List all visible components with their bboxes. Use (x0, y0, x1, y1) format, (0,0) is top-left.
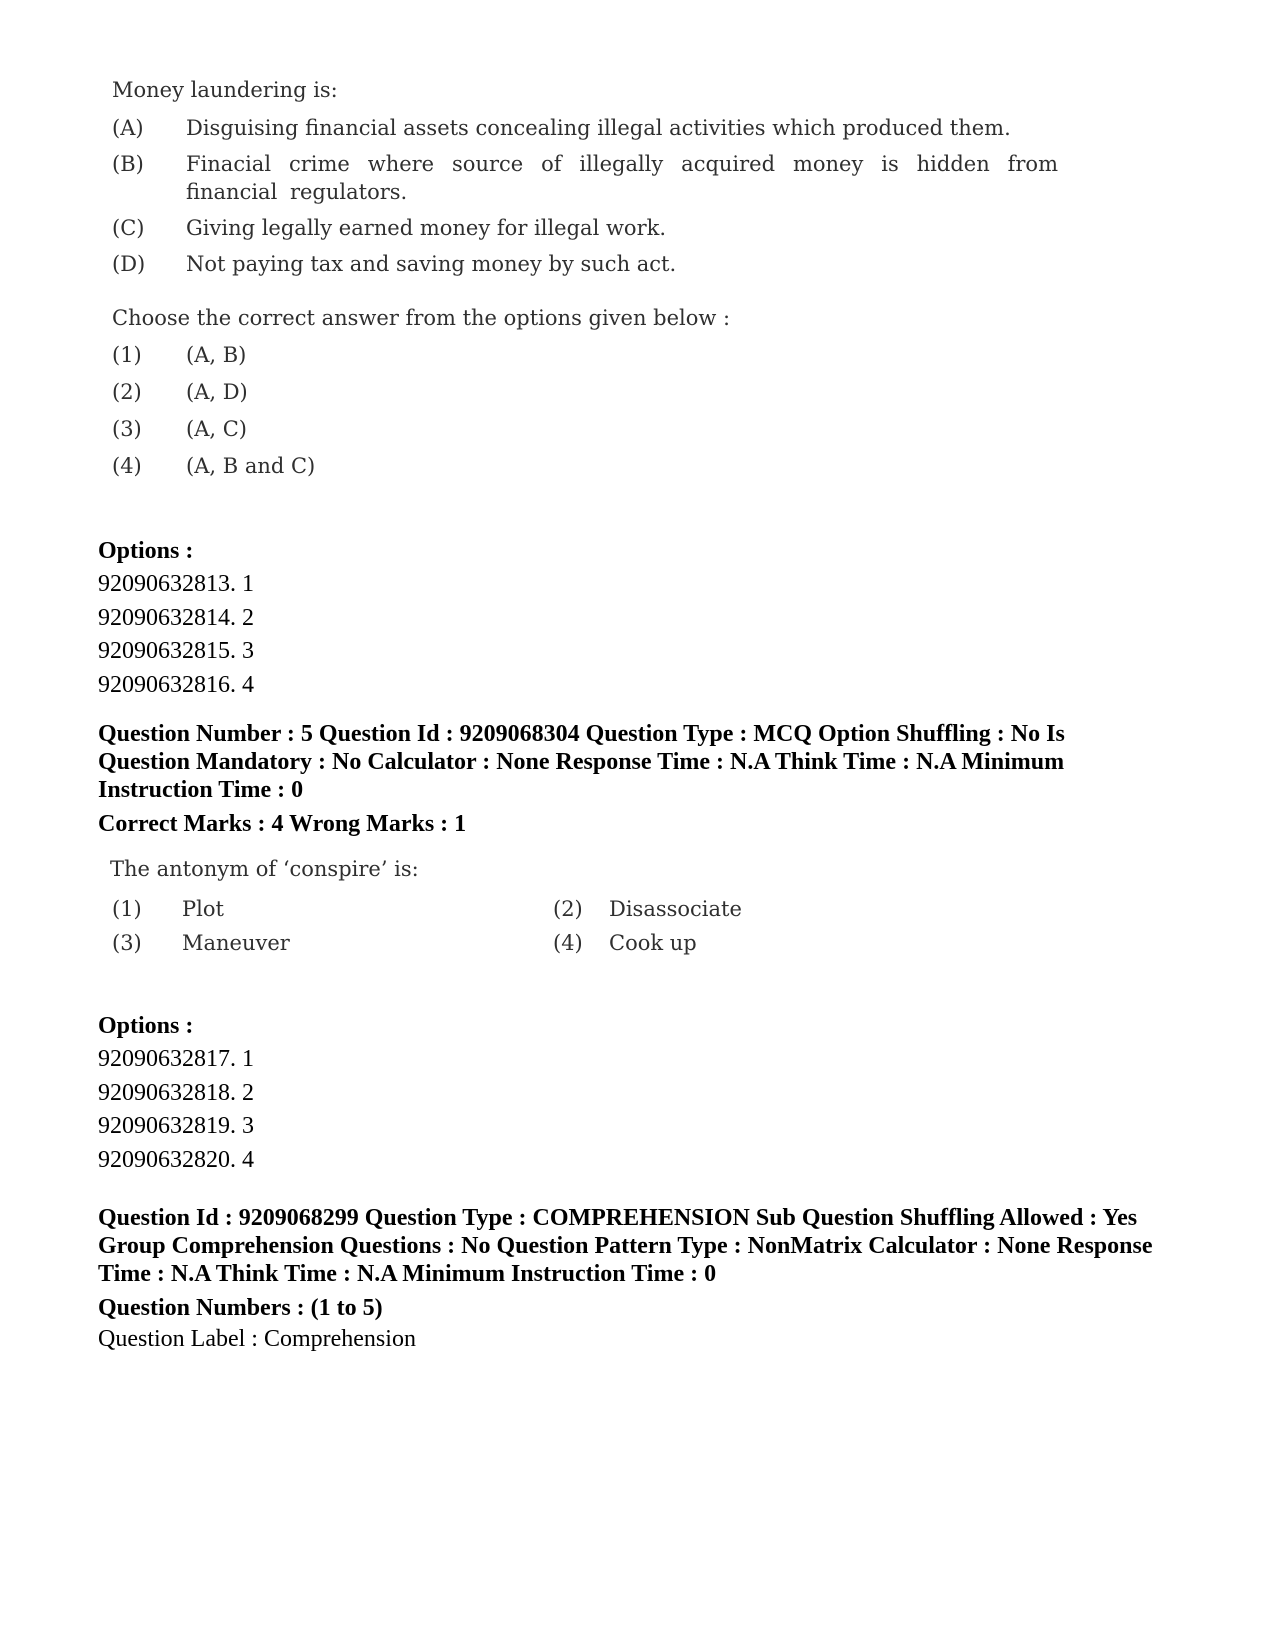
option-item: 92090632818. 2 (98, 1079, 254, 1106)
comprehension-info: Question Id : 9209068299 Question Type : COMPREHENSION Sub Question Shuffling Allowed : Yes Group Comprehension Questions : No Question Pattern Type : NonMatrix Calculator : None Response Time : N.A Think Time : N.A Minimum Instruction Time : 0 (98, 1205, 1153, 1287)
choice-4: (4) Cook up (553, 931, 697, 955)
option-item: 92090632817. 1 (98, 1046, 254, 1072)
choice-1: (1) Plot (112, 897, 224, 921)
options-heading: Options : (98, 1013, 194, 1039)
options-heading: Options : (98, 538, 194, 564)
comprehension-numbers: Question Numbers : (1 to 5) (98, 1295, 383, 1321)
option-item: 92090632815. 3 (98, 638, 254, 664)
question-4-choices (98, 341, 1058, 480)
choice-2: (2) (A, D) (112, 380, 248, 404)
statement-d: (D) Not paying tax and saving money by such act. (112, 252, 677, 276)
option-item: 92090632813. 1 (98, 571, 254, 597)
choice-1: (1) (A, B) (112, 343, 247, 367)
option-item: 92090632819. 3 (98, 1113, 254, 1139)
question-5-marks: Correct Marks : 4 Wrong Marks : 1 (98, 811, 467, 837)
option-item: 92090632814. 2 (98, 604, 254, 631)
comprehension-label: Question Label : Comprehension (98, 1326, 416, 1352)
question-5-options (98, 1011, 1188, 1177)
question-4-image (98, 76, 1058, 480)
question-4-options (98, 536, 1188, 702)
question-5-meta (98, 720, 1068, 838)
question-4-statements (98, 114, 1058, 278)
statement-a: (A) Disguising financial assets concealing illegal activities which produced them. (112, 116, 1011, 140)
question-4-stem: Money laundering is: (112, 78, 338, 102)
choice-4: (4) (A, B and C) (112, 454, 316, 478)
statement-b: (B) Finacial crime where source of illegally acquired money is hidden from financial regulators. (112, 152, 1058, 204)
question-4-instruction: Choose the correct answer from the options given below : (112, 306, 731, 330)
question-5-info: Question Number : 5 Question Id : 9209068304 Question Type : MCQ Option Shuffling : No Is Question Mandatory : No Calculator : None Response Time : N.A Think Time : N.A Minimum Instruction Time : 0 (98, 721, 1065, 803)
option-item: 92090632816. 4 (98, 671, 254, 698)
option-item: 92090632820. 4 (98, 1146, 254, 1173)
question-5-choices (98, 889, 858, 957)
question-5-image (98, 855, 858, 957)
comprehension-section (98, 1204, 1178, 1356)
choice-2: (2) Disassociate (553, 897, 742, 921)
statement-c: (C) Giving legally earned money for illegal work. (112, 216, 667, 240)
question-5-stem: The antonym of ‘conspire’ is: (110, 857, 419, 881)
choice-3: (3) (A, C) (112, 417, 247, 441)
choice-3: (3) Maneuver (112, 931, 290, 955)
